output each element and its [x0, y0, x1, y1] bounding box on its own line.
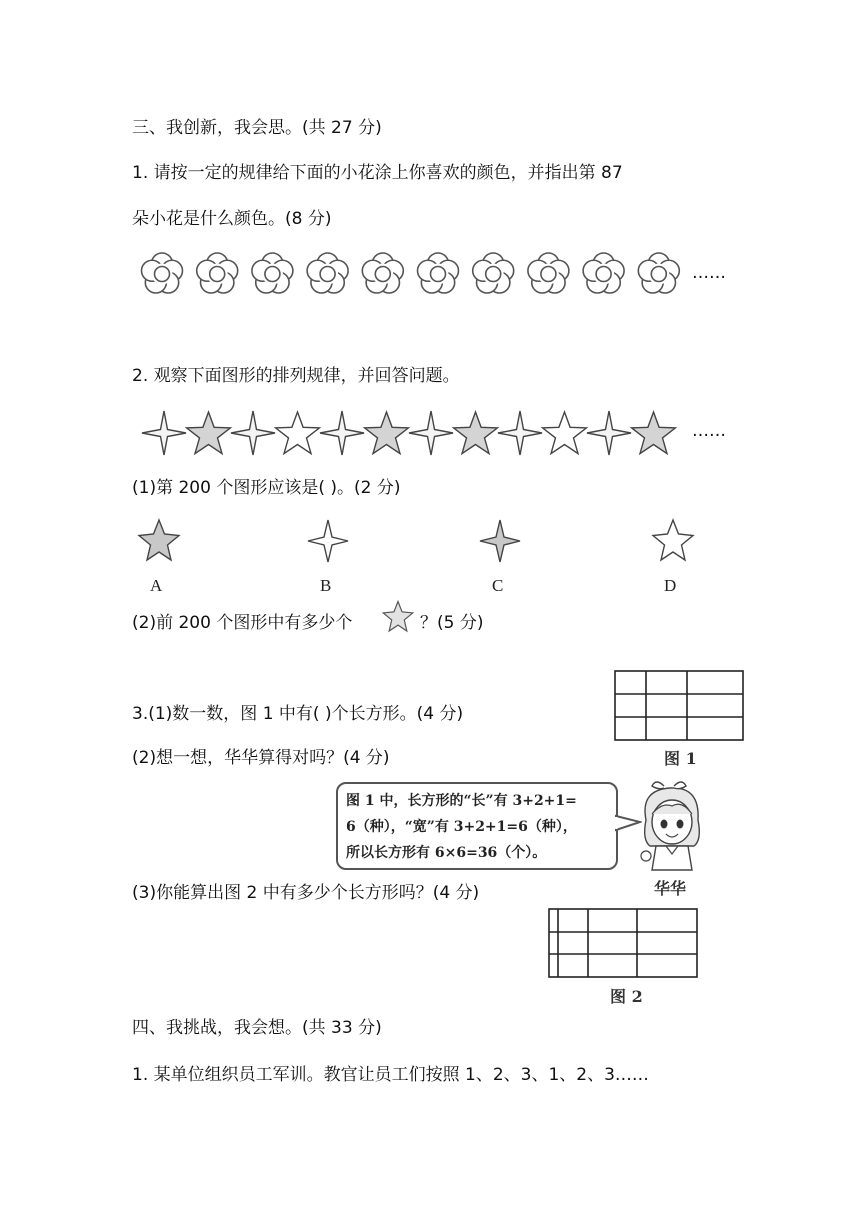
four-point-star-icon	[498, 411, 542, 455]
option-b-shape[interactable]	[306, 518, 350, 564]
section3-heading: 三、我创新，我会思。(共 27 分)	[132, 118, 382, 138]
flower-icon[interactable]	[528, 253, 569, 293]
speech-bubble	[336, 782, 618, 870]
flower-icon[interactable]	[142, 253, 183, 293]
four-point-star-icon	[409, 411, 453, 455]
option-b-label: B	[320, 576, 332, 595]
five-point-star-icon	[276, 412, 320, 454]
flower-ellipsis: ……	[692, 263, 726, 283]
option-c-label: C	[492, 576, 504, 595]
flower-icon[interactable]	[197, 253, 238, 293]
five-point-star-icon	[632, 412, 676, 454]
figure-2-caption: 图 2	[610, 987, 643, 1006]
flower-icon[interactable]	[583, 253, 624, 293]
four-point-star-icon	[587, 411, 631, 455]
five-point-star-icon	[187, 412, 231, 454]
flower-icon[interactable]	[362, 253, 403, 293]
five-point-star-icon	[454, 412, 498, 454]
girl-character-icon	[636, 780, 708, 876]
flower-icon[interactable]	[473, 253, 514, 293]
star-sequence	[140, 405, 700, 461]
section4-q1-line1: 1. 某单位组织员工军训。教官让员工们按照 1、2、3、1、2、3……	[132, 1065, 649, 1085]
option-d-shape[interactable]	[650, 518, 696, 564]
option-d-label: D	[664, 576, 677, 595]
q1-line2: 朵小花是什么颜色。(8 分)	[132, 209, 332, 229]
flower-icon[interactable]	[307, 253, 348, 293]
four-point-star-icon	[142, 411, 186, 455]
option-c-shape[interactable]	[478, 518, 522, 564]
bubble-line-2: 6（种），“宽”有 3+2+1=6（种），	[346, 819, 577, 835]
inline-star-icon	[381, 600, 415, 634]
figure-2-grid	[548, 908, 700, 980]
flower-icon[interactable]	[418, 253, 459, 293]
five-point-star-icon	[543, 412, 587, 454]
five-point-star-icon	[365, 412, 409, 454]
q2-sub1: (1)第 200 个图形应该是( )。(2 分)	[132, 478, 401, 498]
option-a-shape[interactable]	[136, 518, 182, 564]
figure-1-caption: 图 1	[664, 749, 697, 768]
star-ellipsis: ……	[692, 421, 726, 441]
four-point-star-icon	[231, 411, 275, 455]
q3-sub2: (2)想一想，华华算得对吗？(4 分)	[132, 748, 390, 768]
q3-sub3: (3)你能算出图 2 中有多少个长方形吗？(4 分)	[132, 883, 480, 903]
four-point-star-icon	[320, 411, 364, 455]
figure-1-grid	[614, 670, 746, 744]
flower-row	[130, 246, 750, 304]
q2-sub2-before: (2)前 200 个图形中有多少个	[132, 613, 353, 633]
q2-intro: 2. 观察下面图形的排列规律，并回答问题。	[132, 366, 460, 386]
character-name: 华华	[654, 879, 687, 898]
option-a-label: A	[150, 576, 163, 595]
q1-line1: 1. 请按一定的规律给下面的小花涂上你喜欢的颜色，并指出第 87	[132, 163, 623, 183]
section4-heading: 四、我挑战，我会想。(共 33 分)	[132, 1018, 382, 1038]
q3-sub1: 3.(1)数一数，图 1 中有( )个长方形。(4 分)	[132, 704, 464, 724]
flower-icon[interactable]	[638, 253, 679, 293]
bubble-line-1: 图 1 中，长方形的“长”有 3+2+1=	[346, 793, 577, 809]
bubble-line-3: 所以长方形有 6×6=36（个）。	[346, 845, 547, 861]
flower-icon[interactable]	[252, 253, 293, 293]
q2-sub2-after: ？(5 分)	[420, 613, 484, 633]
